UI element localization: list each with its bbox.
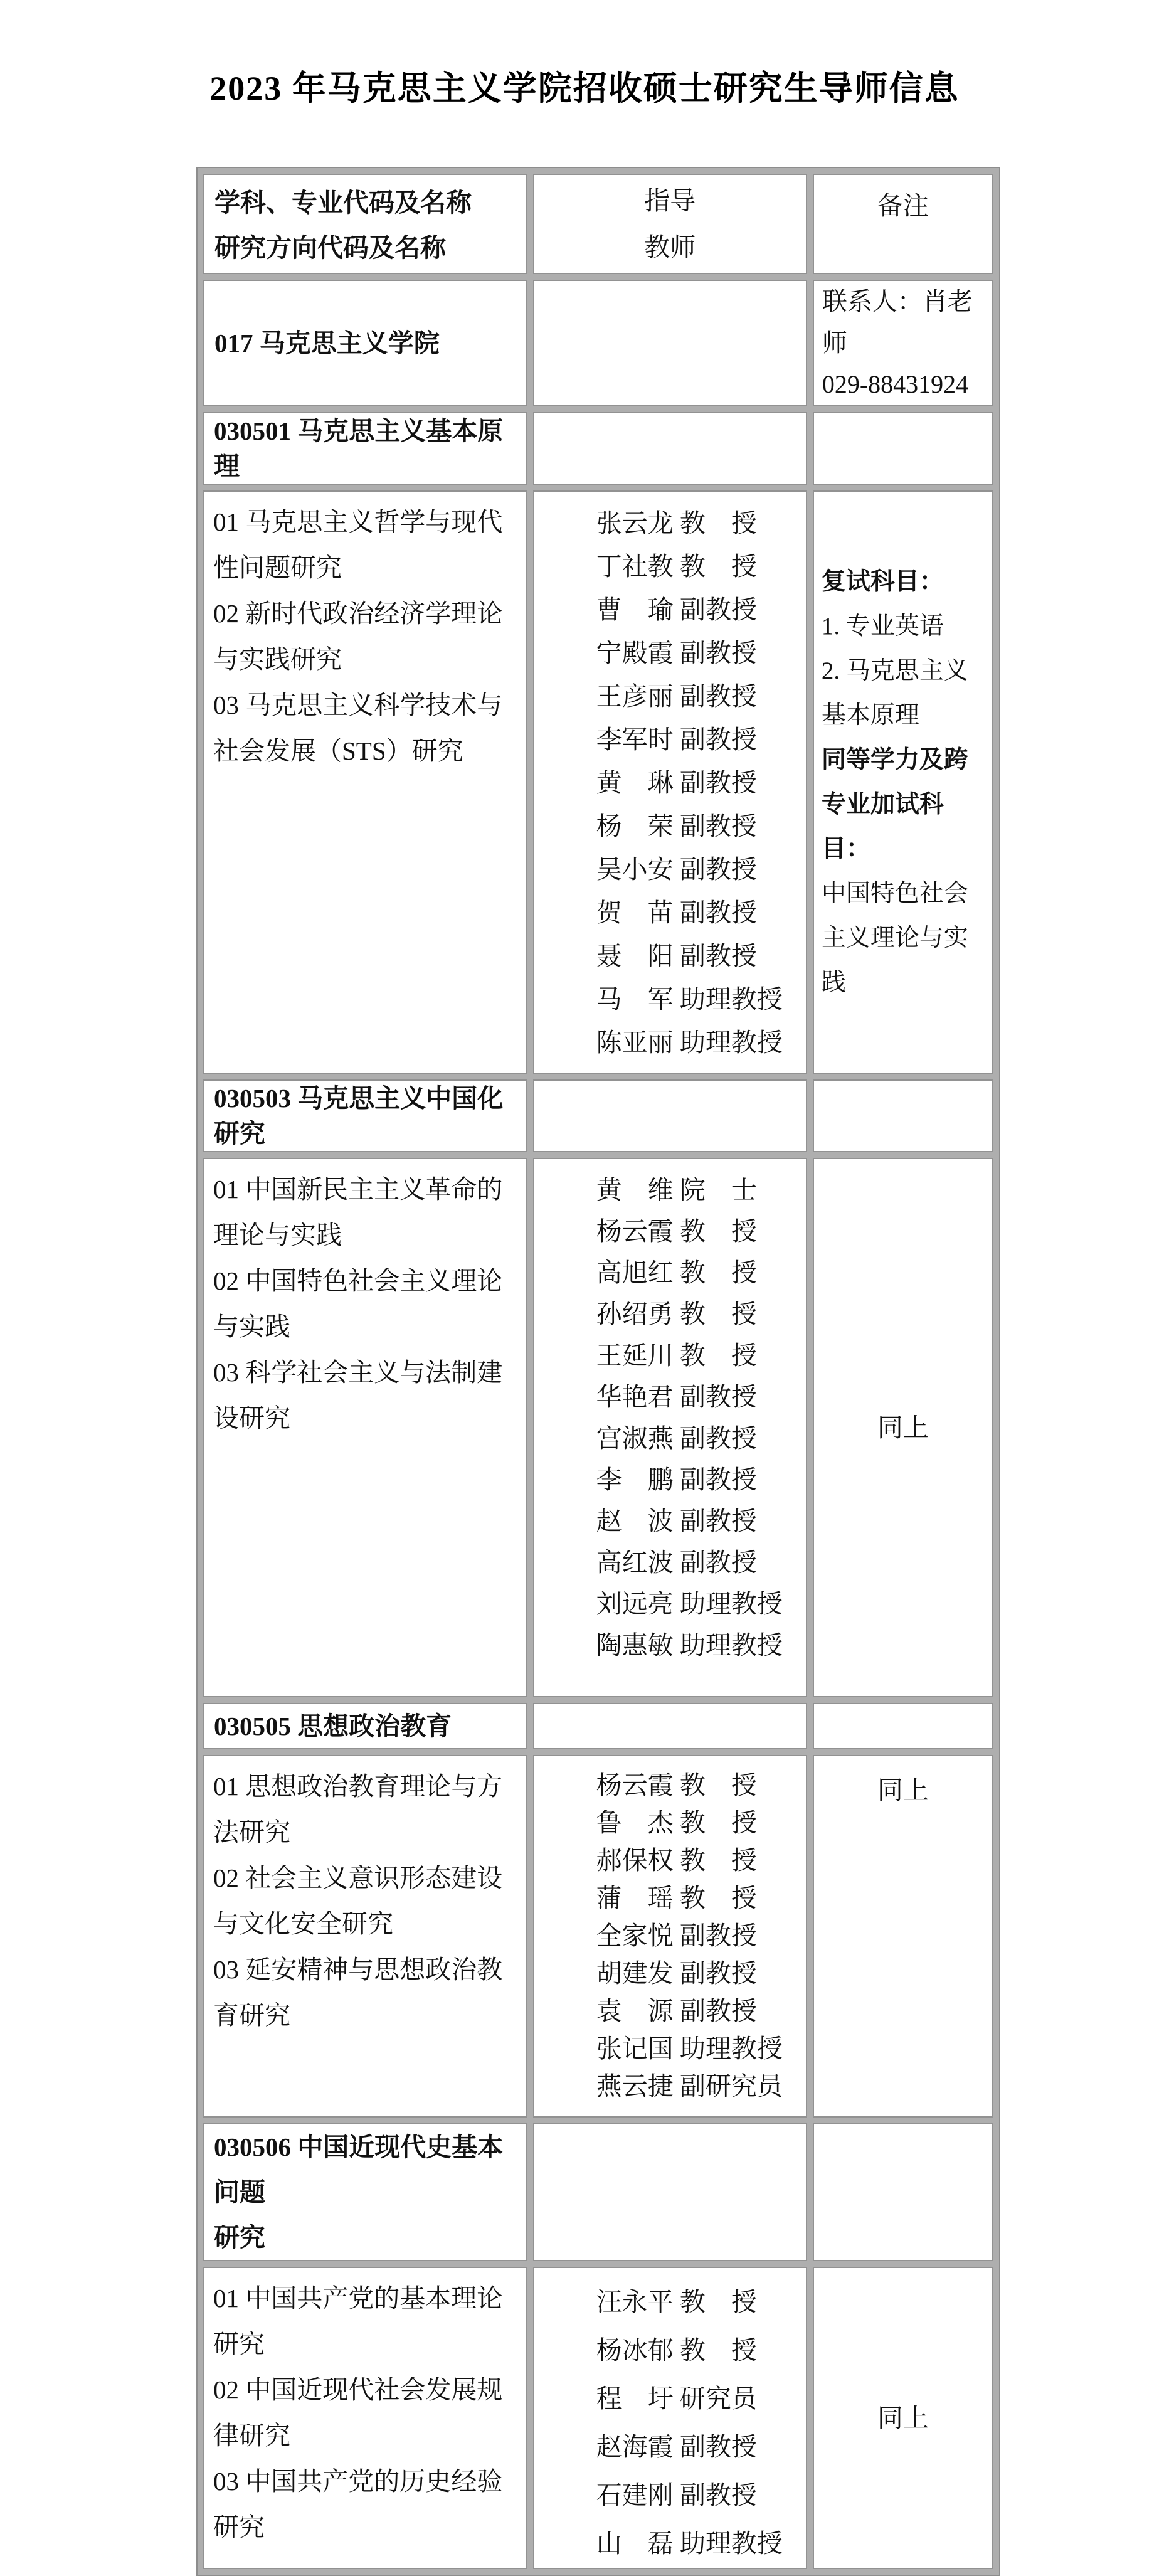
directions-cell-030506 — [203, 2267, 527, 2569]
teachers-cell-030505 — [533, 1755, 807, 2118]
teacher-line: 程 圩 研究员 — [596, 2384, 757, 2413]
direction-line: 02 中国特色社会主义理论与实践 — [213, 1266, 503, 1341]
section-code-cell-030503 — [203, 1079, 527, 1152]
remark-line: 2. 马克思主义基本原理 — [821, 657, 968, 729]
section-body-row — [203, 1755, 993, 2118]
teacher-line: 山 磊 助理教授 — [596, 2529, 783, 2558]
teacher-line: 华艳君 副教授 — [596, 1382, 757, 1411]
teacher-line: 赵海霞 副教授 — [596, 2432, 757, 2461]
section-code-cell-030506 — [203, 2123, 527, 2261]
teacher-line: 黄 维 院 士 — [596, 1175, 757, 1204]
same-as-above-label: 同上 — [877, 2404, 929, 2432]
teacher-line: 鲁 杰 教 授 — [596, 1808, 757, 1837]
section-code-row — [203, 412, 993, 485]
teacher-line: 吴小安 副教授 — [596, 855, 757, 884]
school-contact-cell — [813, 280, 993, 406]
header-cell-remark — [813, 174, 993, 274]
header-remark-label: 备注 — [877, 191, 929, 220]
section-body-row — [203, 2267, 993, 2569]
header-subject-line1: 学科、专业代码及名称 — [214, 188, 472, 217]
teachers-cell-030501 — [533, 490, 807, 1074]
empty-cell — [533, 1703, 807, 1749]
teacher-line: 黄 琳 副教授 — [596, 768, 757, 797]
direction-line: 03 马克思主义科学技术与社会发展（STS）研究 — [213, 691, 503, 765]
teacher-line: 燕云捷 副研究员 — [596, 2072, 783, 2101]
teacher-line: 贺 苗 副教授 — [596, 898, 757, 927]
remark-line: 复试科目： — [821, 568, 944, 595]
teacher-line: 赵 波 副教授 — [596, 1507, 757, 1535]
page-title: 2023 年马克思主义学院招收硕士研究生导师信息 — [209, 70, 960, 108]
remark-line: 中国特色社会主义理论与实践 — [821, 880, 968, 996]
section-code-cell-030501 — [203, 412, 527, 485]
advisor-table — [196, 167, 1000, 2576]
remark-cell-030506 — [813, 2267, 993, 2569]
teacher-line: 李军时 副教授 — [596, 725, 757, 754]
same-as-above-label: 同上 — [877, 1413, 929, 1442]
teacher-line: 汪永平 教 授 — [596, 2287, 757, 2316]
section-code-text: 030506 中国近现代史基本问题 — [214, 2133, 504, 2207]
teacher-line: 张记国 助理教授 — [596, 2034, 783, 2063]
section-code-row — [203, 1703, 993, 1749]
teachers-cell-030503 — [533, 1158, 807, 1697]
remark-line: 1. 专业英语 — [821, 613, 944, 640]
teacher-line: 高旭红 教 授 — [596, 1258, 757, 1287]
section-code-row — [203, 1079, 993, 1152]
teacher-line: 杨 荣 副教授 — [596, 812, 757, 840]
directions-cell-030505 — [203, 1755, 527, 2118]
teacher-line: 聂 阳 副教授 — [596, 941, 757, 970]
contact-person: 联系人：肖老师 — [822, 287, 973, 357]
header-advisor-line2: 教师 — [644, 233, 696, 262]
teacher-line: 高红波 副教授 — [596, 1548, 757, 1577]
directions-cell-030501 — [203, 490, 527, 1074]
teacher-line: 全家悦 副教授 — [596, 1921, 757, 1950]
section-code-cell-030505 — [203, 1703, 527, 1749]
direction-line: 03 中国共产党的历史经验研究 — [213, 2467, 503, 2542]
direction-line: 02 新时代政治经济学理论与实践研究 — [213, 599, 503, 674]
advisor-table-wrapper — [196, 167, 1000, 2576]
direction-line: 03 延安精神与思想政治教育研究 — [213, 1955, 503, 2030]
section-code-text-line2: 研究 — [214, 2223, 265, 2252]
teacher-line: 宁殿霞 副教授 — [596, 639, 757, 667]
teacher-line: 郝保权 教 授 — [596, 1846, 757, 1875]
direction-line: 02 中国近现代社会发展规律研究 — [213, 2375, 503, 2450]
teacher-line: 曹 瑜 副教授 — [596, 595, 757, 624]
header-cell-subject — [203, 174, 527, 274]
section-code-row — [203, 2123, 993, 2261]
teacher-line: 张云龙 教 授 — [596, 509, 757, 538]
teacher-line: 杨云霞 教 授 — [596, 1217, 757, 1246]
section-code-text: 030503 马克思主义中国化研究 — [214, 1084, 504, 1148]
section-code-text: 030501 马克思主义基本原理 — [214, 416, 504, 480]
remark-cell-030501 — [813, 490, 993, 1074]
table-header-row — [203, 174, 993, 274]
remark-cell-030505 — [813, 1755, 993, 2118]
empty-cell — [533, 412, 807, 485]
section-body-row — [203, 1158, 993, 1697]
empty-cell — [533, 2123, 807, 2261]
teacher-line: 马 军 助理教授 — [596, 985, 783, 1014]
direction-line: 02 社会主义意识形态建设与文化安全研究 — [213, 1863, 503, 1938]
teacher-line: 陶惠敏 助理教授 — [596, 1631, 783, 1660]
remark-cell-030503 — [813, 1158, 993, 1697]
section-code-text: 030505 思想政治教育 — [214, 1712, 452, 1741]
remark-line: 同等学力及跨专业加试科目： — [821, 746, 968, 862]
teacher-line: 孙绍勇 教 授 — [596, 1300, 757, 1328]
school-row — [203, 280, 993, 406]
directions-cell-030503 — [203, 1158, 527, 1697]
teachers-cell-030506 — [533, 2267, 807, 2569]
teacher-line: 杨云霞 教 授 — [596, 1771, 757, 1799]
teacher-line: 刘远亮 助理教授 — [596, 1589, 783, 1618]
teacher-line: 袁 源 副教授 — [596, 1996, 757, 2025]
empty-cell — [533, 1079, 807, 1152]
empty-cell — [813, 412, 993, 485]
direction-line: 01 中国共产党的基本理论研究 — [213, 2284, 503, 2358]
direction-line: 01 中国新民主主义革命的理论与实践 — [213, 1175, 503, 1249]
teacher-line: 蒲 瑶 教 授 — [596, 1884, 757, 1912]
contact-phone: 029-88431924 — [822, 370, 969, 398]
direction-line: 01 马克思主义哲学与现代性问题研究 — [213, 507, 503, 582]
teacher-line: 李 鹏 副教授 — [596, 1465, 757, 1494]
header-subject-line2: 研究方向代码及名称 — [214, 233, 446, 262]
empty-cell — [813, 1703, 993, 1749]
school-name-cell: 017 马克思主义学院 — [203, 280, 527, 406]
header-advisor-line1: 指导 — [644, 186, 696, 215]
empty-cell — [813, 2123, 993, 2261]
teacher-line: 丁社教 教 授 — [596, 552, 757, 581]
teacher-line: 胡建发 副教授 — [596, 1959, 757, 1988]
teacher-line: 杨冰郁 教 授 — [596, 2336, 757, 2365]
teacher-line: 宫淑燕 副教授 — [596, 1424, 757, 1453]
same-as-above-label: 同上 — [877, 1776, 929, 1805]
school-empty-cell — [533, 280, 807, 406]
section-body-row — [203, 490, 993, 1074]
empty-cell — [813, 1079, 993, 1152]
teacher-line: 石建刚 副教授 — [596, 2481, 757, 2510]
teacher-line: 王彦丽 副教授 — [596, 682, 757, 711]
teacher-line: 陈亚丽 助理教授 — [596, 1028, 783, 1057]
teacher-line: 王延川 教 授 — [596, 1341, 757, 1370]
direction-line: 01 思想政治教育理论与方法研究 — [213, 1772, 503, 1847]
direction-line: 03 科学社会主义与法制建设研究 — [213, 1358, 503, 1433]
header-cell-advisor — [533, 174, 807, 274]
